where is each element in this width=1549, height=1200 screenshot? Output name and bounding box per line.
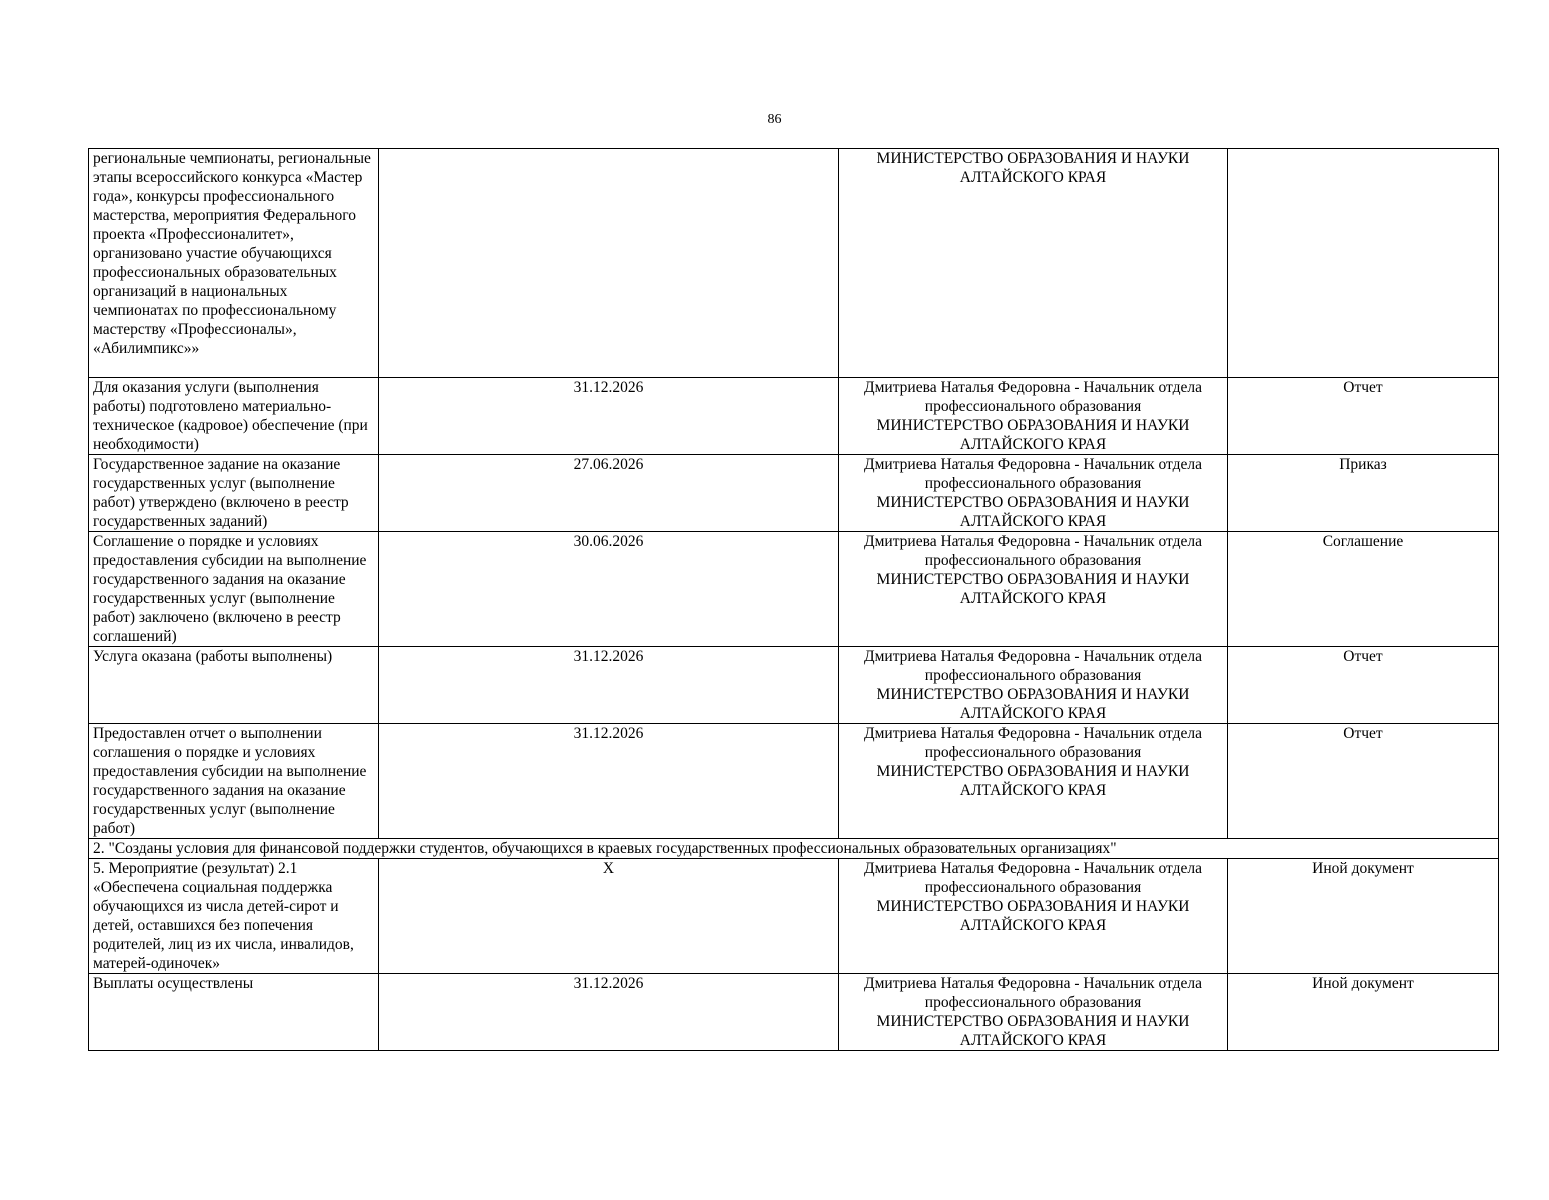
document-type-cell: Соглашение xyxy=(1228,532,1499,647)
responsible-executor-cell xyxy=(839,647,1228,724)
table-row xyxy=(89,149,1499,378)
responsible-executor-cell xyxy=(839,149,1228,378)
responsible-organization: МИНИСТЕРСТВО ОБРАЗОВАНИЯ И НАУКИ АЛТАЙСКОГО КРАЯ xyxy=(876,417,1190,453)
responsible-organization: МИНИСТЕРСТВО ОБРАЗОВАНИЯ И НАУКИ АЛТАЙСКОГО КРАЯ xyxy=(876,898,1190,934)
responsible-person: Дмитриева Наталья Федоровна - Начальник отдела xyxy=(864,725,1202,742)
table-row xyxy=(89,378,1499,455)
responsible-executor-cell xyxy=(839,378,1228,455)
responsible-department: профессионального образования xyxy=(924,398,1142,415)
responsible-person: Дмитриева Наталья Федоровна - Начальник отдела xyxy=(864,456,1202,473)
document-type-cell xyxy=(1228,149,1499,378)
document-type-cell: Приказ xyxy=(1228,455,1499,532)
document-type-cell: Отчет xyxy=(1228,378,1499,455)
result-description-cell: Для оказания услуги (выполнения работы) подготовлено материально-техническое (кадровое) обеспечение (при необходимости) xyxy=(89,378,379,455)
document-type-cell: Иной документ xyxy=(1228,859,1499,974)
deadline-date-cell: X xyxy=(379,859,839,974)
responsible-organization: МИНИСТЕРСТВО ОБРАЗОВАНИЯ И НАУКИ АЛТАЙСКОГО КРАЯ xyxy=(876,686,1190,722)
table-row xyxy=(89,532,1499,647)
result-description-cell: Соглашение о порядке и условиях предоставления субсидии на выполнение государственного задания на оказание государственных услуг (выполнение работ) заключено (включено в реестр соглашений) xyxy=(89,532,379,647)
plan-table-body xyxy=(89,149,1499,1051)
table-row xyxy=(89,647,1499,724)
responsible-executor-cell xyxy=(839,724,1228,839)
responsible-department: профессионального образования xyxy=(924,879,1142,896)
responsible-department: профессионального образования xyxy=(924,552,1142,569)
responsible-organization: МИНИСТЕРСТВО ОБРАЗОВАНИЯ И НАУКИ АЛТАЙСКОГО КРАЯ xyxy=(876,150,1190,186)
deadline-date-cell: 30.06.2026 xyxy=(379,532,839,647)
result-description-cell: Услуга оказана (работы выполнены) xyxy=(89,647,379,724)
responsible-department: профессионального образования xyxy=(924,994,1142,1011)
table-row xyxy=(89,724,1499,839)
responsible-person: Дмитриева Наталья Федоровна - Начальник отдела xyxy=(864,648,1202,665)
result-description-cell: Выплаты осуществлены xyxy=(89,974,379,1051)
responsible-department: профессионального образования xyxy=(924,475,1142,492)
result-description-cell: Государственное задание на оказание государственных услуг (выполнение работ) утверждено (включено в реестр государственных заданий) xyxy=(89,455,379,532)
table-row xyxy=(89,974,1499,1051)
responsible-person: Дмитриева Наталья Федоровна - Начальник отдела xyxy=(864,533,1202,550)
deadline-date-cell: 27.06.2026 xyxy=(379,455,839,532)
table-row xyxy=(89,859,1499,974)
responsible-executor-cell xyxy=(839,532,1228,647)
responsible-person: Дмитриева Наталья Федоровна - Начальник отдела xyxy=(864,379,1202,396)
responsible-executor-cell xyxy=(839,455,1228,532)
document-type-cell: Отчет xyxy=(1228,724,1499,839)
deadline-date-cell xyxy=(379,149,839,378)
responsible-organization: МИНИСТЕРСТВО ОБРАЗОВАНИЯ И НАУКИ АЛТАЙСКОГО КРАЯ xyxy=(876,494,1190,530)
plan-table xyxy=(88,148,1499,1051)
deadline-date-cell: 31.12.2026 xyxy=(379,974,839,1051)
table-row xyxy=(89,455,1499,532)
result-description-cell: региональные чемпионаты, региональные этапы всероссийского конкурса «Мастер года», конкурсы профессионального мастерства, мероприятия Федерального проекта «Профессионалитет», организовано участие обучающихся профессиональных образовательных организаций в национальных чемпионатах по профессиональному мастерству «Профессионалы», «Абилимпикс»» xyxy=(89,149,379,378)
deadline-date-cell: 31.12.2026 xyxy=(379,378,839,455)
deadline-date-cell: 31.12.2026 xyxy=(379,647,839,724)
document-type-cell: Иной документ xyxy=(1228,974,1499,1051)
responsible-person: Дмитриева Наталья Федоровна - Начальник отдела xyxy=(864,860,1202,877)
responsible-department: профессионального образования xyxy=(924,667,1142,684)
deadline-date-cell: 31.12.2026 xyxy=(379,724,839,839)
responsible-organization: МИНИСТЕРСТВО ОБРАЗОВАНИЯ И НАУКИ АЛТАЙСКОГО КРАЯ xyxy=(876,571,1190,607)
responsible-executor-cell xyxy=(839,859,1228,974)
responsible-organization: МИНИСТЕРСТВО ОБРАЗОВАНИЯ И НАУКИ АЛТАЙСКОГО КРАЯ xyxy=(876,763,1190,799)
responsible-department: профессионального образования xyxy=(924,744,1142,761)
result-description-cell: Предоставлен отчет о выполнении соглашения о порядке и условиях предоставления субсидии на выполнение государственного задания на оказание государственных услуг (выполнение работ) xyxy=(89,724,379,839)
section-row xyxy=(89,839,1499,859)
responsible-executor-cell xyxy=(839,974,1228,1051)
section-heading: 2. "Созданы условия для финансовой поддержки студентов, обучающихся в краевых государственных профессиональных образовательных организациях" xyxy=(89,839,1499,859)
responsible-organization: МИНИСТЕРСТВО ОБРАЗОВАНИЯ И НАУКИ АЛТАЙСКОГО КРАЯ xyxy=(876,1013,1190,1049)
document-type-cell: Отчет xyxy=(1228,647,1499,724)
responsible-person: Дмитриева Наталья Федоровна - Начальник отдела xyxy=(864,975,1202,992)
page-number: 86 xyxy=(767,112,782,127)
result-description-cell: 5. Мероприятие (результат) 2.1 «Обеспечена социальная поддержка обучающихся из числа детей-сирот и детей, оставшихся без попечения родителей, лиц из их числа, инвалидов, матерей-одиночек» xyxy=(89,859,379,974)
